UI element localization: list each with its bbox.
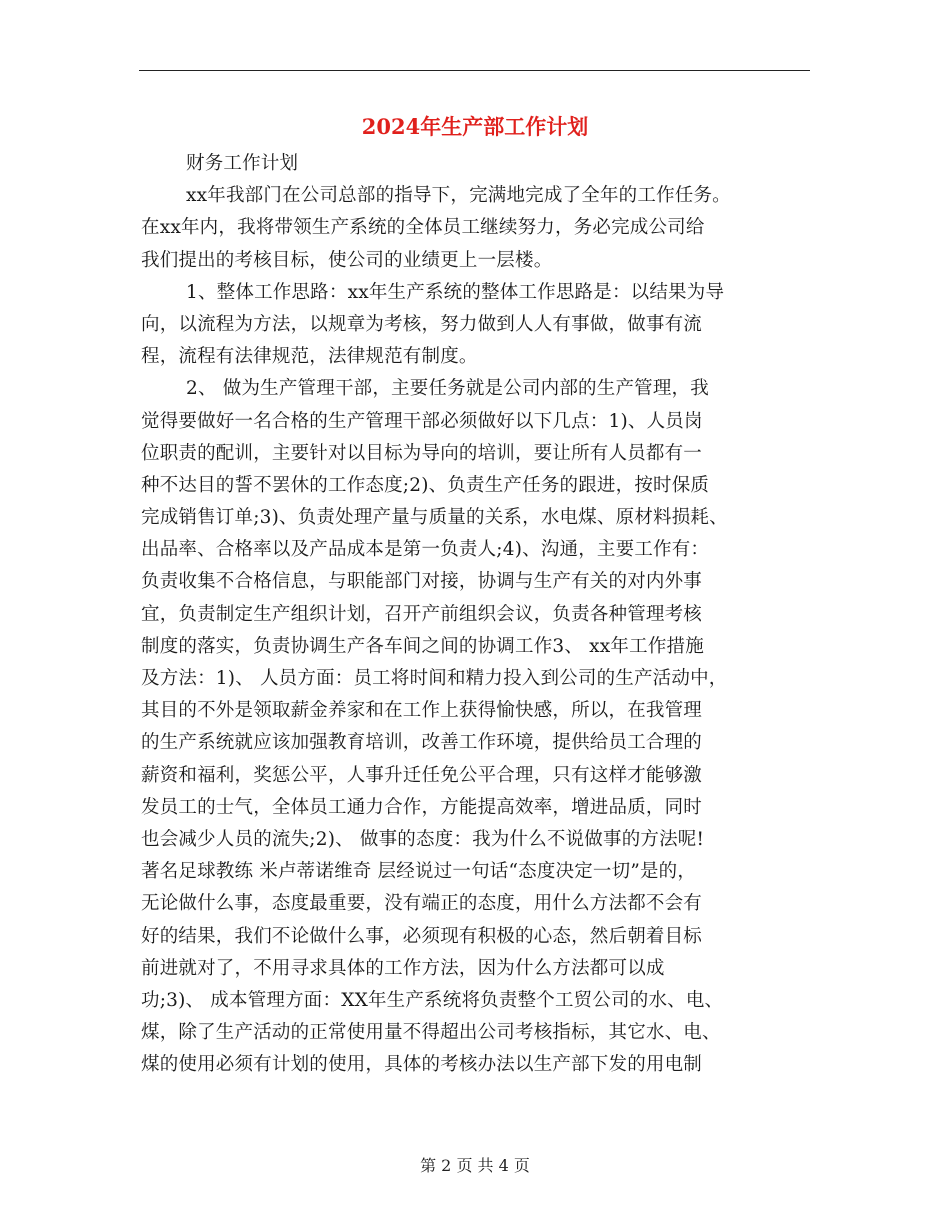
text-line: 好的结果，我们不论做什么事，必须现有积极的心态，然后朝着目标 xyxy=(141,925,703,947)
text-line: 也会减少人员的流失;2)、 做事的态度：我为什么不说做事的方法呢! xyxy=(141,828,705,850)
text-line: 煤，除了生产活动的正常使用量不得超出公司考核指标，其它水、电、 xyxy=(141,1022,721,1044)
text-line: 我们提出的考核目标，使公司的业绩更上一层楼。 xyxy=(141,249,553,271)
document-title: 2024年生产部工作计划 xyxy=(361,114,589,139)
text-line: 的生产系统就应该加强教育培训，改善工作环境，提供给员工合理的 xyxy=(141,732,703,754)
text-line: 功;3)、 成本管理方面：XX年生产系统将负责整个工贸公司的水、电、 xyxy=(141,989,724,1011)
text-line: 发员工的士气，全体员工通力合作，方能提高效率，增进品质，同时 xyxy=(141,796,703,818)
text-line: xx年我部门在公司总部的指导下，完满地完成了全年的工作任务。 xyxy=(186,185,731,207)
text-line: 出品率、合格率以及产品成本是第一负责人;4)、沟通，主要工作有： xyxy=(141,539,710,561)
text-line: 完成销售订单;3)、负责处理产量与质量的关系，水电煤、原材料损耗、 xyxy=(141,507,728,529)
header-rule xyxy=(139,70,810,71)
text-line: 财务工作计划 xyxy=(186,153,299,174)
text-line: 位职责的配训，主要针对以目标为导向的培训，要让所有人员都有一 xyxy=(141,442,703,464)
text-line: 前进就对了，不用寻求具体的工作方法，因为什么方法都可以成 xyxy=(141,957,665,979)
document-body xyxy=(141,148,813,1081)
text-line: 负责收集不合格信息，与职能部门对接，协调与生产有关的对内外事 xyxy=(141,571,703,593)
text-line: 制度的落实，负责协调生产各车间之间的协调工作3、 xx年工作措施 xyxy=(141,635,704,657)
text-line: 无论做什么事，态度最重要，没有端正的态度，用什么方法都不会有 xyxy=(141,893,703,915)
text-line: 1、整体工作思路：xx年生产系统的整体工作思路是：以结果为导 xyxy=(186,281,725,303)
text-line: 其目的不外是领取薪金养家和在工作上获得愉快感，所以，在我管理 xyxy=(141,700,703,722)
text-line: 著名足球教练 米卢蒂诺维奇 层经说过一句话“态度决定一切”是的， xyxy=(141,861,697,883)
text-line: 向，以流程为方法，以规章为考核，努力做到人人有事做，做事有流 xyxy=(141,313,703,335)
text-line: 程，流程有法律规范，法律规范有制度。 xyxy=(141,346,478,368)
text-line: 薪资和福利，奖惩公平，人事升迁任免公平合理，只有这样才能够激 xyxy=(141,764,703,786)
text-line: 煤的使用必须有计划的使用，具体的考核办法以生产部下发的用电制 xyxy=(141,1054,703,1076)
text-line: 2、 做为生产管理干部，主要任务就是公司内部的生产管理，我 xyxy=(186,378,709,400)
text-line: 觉得要做好一名合格的生产管理干部必须做好以下几点：1)、人员岗 xyxy=(141,410,703,432)
text-line: 及方法：1)、 人员方面：员工将时间和精力投入到公司的生产活动中， xyxy=(141,668,728,689)
page-number-footer: 第 2 页 共 4 页 xyxy=(420,1156,530,1175)
text-line: 宜，负责制定生产组织计划，召开产前组织会议，负责各种管理考核 xyxy=(141,603,703,625)
text-line: 在xx年内，我将带领生产系统的全体员工继续努力，务必完成公司给 xyxy=(141,217,705,239)
text-line: 种不达目的誓不罢休的工作态度;2)、负责生产任务的跟进，按时保质 xyxy=(141,474,710,496)
